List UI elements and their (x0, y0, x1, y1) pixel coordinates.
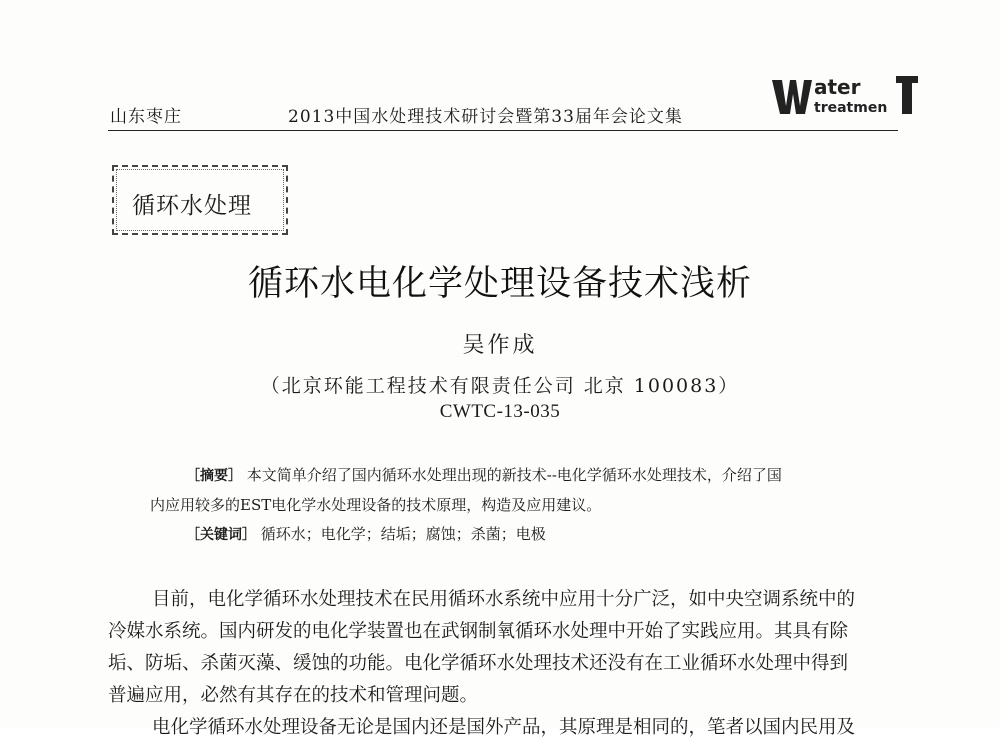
section-category-label: 循环水处理 (132, 193, 252, 219)
logo-word-top: ater (814, 75, 861, 99)
abstract (150, 461, 890, 520)
paper-title: 循环水电化学处理设备技术浅析 (247, 264, 752, 304)
paper-affiliation: （北京环能工程技术有限责任公司 北京 100083） (260, 375, 740, 397)
header-place: 山东枣庄 (110, 107, 182, 127)
abstract-tag: ［摘要］ (186, 468, 242, 484)
keywords-text: 循环水；电化学；结垢；腐蚀；杀菌；电极 (260, 525, 546, 543)
keywords (186, 523, 546, 544)
header-proceedings: 2013中国水处理技术研讨会暨第33届年会论文集 (288, 107, 683, 127)
logo-side-text: China (912, 97, 918, 112)
abstract-line-1 (150, 461, 890, 491)
logo-t-stem (902, 76, 912, 114)
body-line: 电化学循环水处理设备无论是国内还是国外产品，其原理是相同的，笔者以国内民用及 (152, 717, 856, 738)
body-line: 普遍应用，必然有其存在的技术和管理问题。 (108, 685, 479, 706)
abstract-text-1: 本文简单介绍了国内循环水处理出现的新技术--电化学循环水处理技术，介绍了国 (246, 466, 782, 484)
abstract-line-2: 内应用较多的EST电化学水处理设备的技术原理，构造及应用建议。 (150, 496, 602, 514)
body-text (108, 584, 918, 744)
paper-code: CWTC-13-035 (439, 401, 561, 422)
body-line: 冷媒水系统。国内研发的电化学装置也在武钢制氧循环水处理中开始了实践应用。其具有除 (108, 621, 849, 642)
section-category-box (112, 165, 288, 235)
keywords-tag: ［关键词］ (186, 527, 256, 543)
logo-word-bottom: treatmen (814, 100, 888, 116)
body-line: 目前，电化学循环水处理技术在民用循环水系统中应用十分广泛，如中央空调系统中的 (152, 589, 856, 610)
water-treatment-logo (772, 72, 922, 122)
body-line: 垢、防垢、杀菌灭藻、缓蚀的功能。电化学循环水处理技术还没有在工业循环水处理中得到 (108, 653, 849, 674)
logo-w-mark (772, 80, 812, 114)
paper-author: 吴作成 (462, 333, 538, 358)
